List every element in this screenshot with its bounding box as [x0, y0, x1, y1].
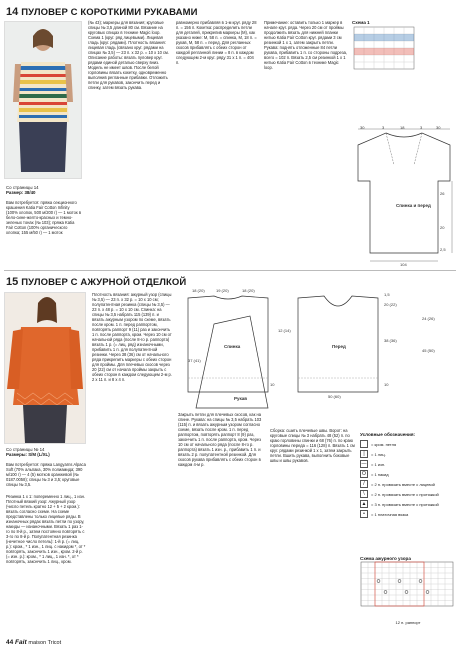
legend-item: [360, 480, 456, 488]
label-back-front: Спинка и перед: [396, 203, 431, 208]
section14-materials: Вам потребуется: пряжа секционного крашения Katia Fair Cotton Infinity (100% хлопок, 500 м/200 г) — 1 моток в бело-сине-желто-красных и темно-зеленых тонах (№ 103); пряжа Katia Fair Cotton (100% органического хлопка; 155 м/50 г) — 1 моток: [6, 200, 82, 235]
garment-outline-drawings: [178, 288, 456, 412]
s15-dim-12: 24 (26): [422, 316, 435, 321]
s15-dim-10: 10: [270, 382, 275, 387]
legend-title: Условные обозначения:: [360, 432, 416, 437]
s15-dim-7: 10: [384, 382, 389, 387]
section14-col2: равномерно прибавляя в 1-м круг. ряду 28 п. = 156 п. Кокетка: распределить петли для деталей, прикрепив маркеры (М), как указано ниже: М, 58 п. = спинка, М, 18 п. = рукав, М, 58 п. = перед. Для регланных скосов прибавлять с обеих сторон от каждой регланной линии = 8 п. в каждом следующем 2-м круг. ряду 31 x 1 п. = 404 п.: [176, 20, 257, 65]
lace-scheme-grid: [360, 561, 454, 615]
section14-col1: (№ 43); маркеры для вязания; круговые спицы № 3,5 длиной 80 см. Вязание на круговых спицах в технике Magic loop. Схема 1 (круг. ряд лицевыми). Лицевая гладь (круг. рядами). Плотность вязания: лицевая гладь (связано круг. рядами на спицах № 3,5) — 23 п. x 32 р. = 10 x 10 см. Описание работы: вязать пуловер круг. рядами единой деталью сверху вниз. Модель не имеет швов. После белой горловины вязать кокетку, одновременно выполнив регланные прибавки. Отложить петли для рукавов, закончить перед и спинку, затем вязать рукава.: [88, 20, 170, 90]
legend-symbol-icon: \: [360, 490, 368, 498]
legend-item: [360, 450, 456, 458]
section14-scheme-title: Схема 1: [352, 20, 370, 25]
dim-3: 18: [400, 125, 405, 130]
s15-dim-4: 20 (22): [384, 302, 397, 307]
section14-schematic: [352, 125, 456, 270]
model-striped-sweater-illustration: [5, 22, 81, 178]
dim-1: 30: [360, 125, 365, 130]
s15-dim-8: 50 (60): [328, 394, 341, 399]
section15-schematics: [178, 288, 456, 412]
legend-item: [360, 490, 456, 498]
section15-photo: [4, 292, 86, 444]
dim-6: 26: [440, 191, 445, 196]
section15-size: Размеры: S/M (L/XL): [6, 452, 50, 458]
page-number: 44: [6, 639, 14, 646]
legend-text: = 3 п. провязать вместе с протяжкой: [371, 501, 439, 507]
section15-col2: Плотность вязания: ажурный узор (спицы № 3,5) — 23 п. x 32 р. = 10 x 10 см; полупатентная резинка (спицы № 3,5) — 23 п. x 48 р. = 10 x 10 см. Спинка: на спицы № 3,5 набрать 115 (139) п. и вязать ажурным узором по схеме, вязать после кром. 1 п. перед раппортом, повторять раппорт 9 (11) раз и закончить 1 п. после раппорта, кром. Через 10 см от начальной ряда (после 8-го р. раппорта) вязать 1 р. (= лиц. ряд) изнаночными, прибавить 1 п. для полупатентной резинки. Через 38 (36) см от начального ряда прикрепить маркеры с обеих сторон для проймы. Для плечевых скосов через 20 (22) см от начала проймы закрыть с обеих сторон в каждом следующем 2-м р. 2 x 11 п. и 8 x 4 п.: [92, 292, 172, 382]
legend-text: = 2 п. провязать вместе с протяжкой: [371, 491, 439, 497]
s15-dim-6: 38 (36): [384, 338, 397, 343]
section15-legend: [360, 432, 456, 520]
section15-photo-caption: Со страницы № 14: [6, 447, 45, 452]
legend-symbol-icon: ▲: [361, 501, 367, 507]
section14-col3: Примечание: оставить только 1 маркер в начале круг. ряда. Через 20 см от проймы продолжить вязать для нижней планки нитью Katia Fair Cotton круг. рядами 3 см резинкой 1 x 1, затем закрыть петли. Рукава: поднять отложенные 84 петли рукава, прибавить 1 п. со стороны подреза, всего = 102 п. Вязать 2,5 см резинкой 1 x 1 нитью Katia Fair Cotton в технике Magic loop.: [264, 20, 348, 70]
section14-header: [6, 6, 198, 18]
section15-header: [6, 276, 186, 288]
dim-9: 2,5: [440, 247, 446, 252]
scheme-chart-grid: [352, 25, 454, 71]
section15-number: 15: [6, 276, 19, 288]
legend-item: [360, 470, 456, 478]
dim-7: 20: [440, 225, 445, 230]
legend-item: [360, 510, 456, 518]
section15-col1: Резинка 1 x 1: попеременно 1 лиц., 1 изн. Плотный вязкий узор: Ажурный узор (число петель кратно 12 + 5 + 2 кром.): вязать согласно схеме. На схеме представлены только лицевые ряды. В изнаночных рядах вязать петли по узору, накиды — изнаночными. Вязать 1 раз 1-го по 8-й р., затем постоянно повторять с 3-го по 8-й р. Полупатентная резинка (нечетное число петель): 1-й р. (= лиц. р.): кром., * 1 изн., 1 лиц. с накидом *, от * повторять, закончить 1 изн., кром. 2-й р. (= изн. р.): кром., * 1 лиц., 1 изн. *, от * повторять, закончить 1 лиц., кром.: [6, 494, 86, 564]
section15-col3: Закрыть петли для плечевых скосов, как на спине. Рукава: на спицы № 3,5 набрать 103 (115) п. и вязать ажурным узором согласно схеме, вязать после кром. 1 п. перед раппортом, повторять раппорт 8 (9) раз, закончить 1 п. после раппорта, кром. Через 10 см от начального ряда (после 8-го р. раппорта) вязать 1 изн. р., прибавить 1 п. и вязать 2 р. полупатентной резинкой. Для скосов рукава прибавлять с обеих сторон в каждом 4-м р.: [178, 412, 262, 467]
s15-dim-11: 12 (14): [278, 328, 291, 333]
legend-text: = 1 платочная вязка: [371, 511, 409, 517]
dim-5: 30: [436, 125, 441, 130]
section14-photo: [4, 21, 82, 179]
dim-2: 3: [382, 125, 385, 130]
legend-text: = 1 накид: [371, 471, 389, 477]
s15-dim-1: 18 (20): [192, 288, 205, 293]
page-footer: [6, 639, 61, 646]
s15-dim-3: 18 (20): [242, 288, 255, 293]
legend-text: = кром. петля: [371, 441, 397, 447]
legend-item: [360, 440, 456, 448]
legend-symbol-icon: O: [360, 470, 368, 478]
s15-dim-13: 45 (50): [422, 348, 435, 353]
label-front: Перед: [332, 344, 346, 349]
s15-dim-5: 1,5: [384, 292, 390, 297]
label-sleeve: Рукав: [234, 396, 248, 401]
lace-scheme-title: Схема ажурного узора: [360, 556, 411, 561]
s15-dim-9: 37 (41): [188, 358, 201, 363]
label-back: Спинка: [224, 344, 241, 349]
dim-8: 104: [400, 262, 407, 267]
section15-caption: [6, 447, 86, 458]
brand-logo: Fait: [15, 639, 27, 646]
section14-scheme: [352, 20, 454, 76]
section14-caption: [6, 185, 80, 196]
model-orange-sweater-illustration: [5, 293, 85, 443]
legend-symbol-icon: —: [361, 461, 367, 467]
lace-rapport-label: 12 п. раппорт: [395, 620, 421, 625]
section-divider: [4, 270, 456, 271]
section14-size: Размер: 38/40: [6, 190, 36, 196]
legend-symbol-icon: •: [360, 510, 368, 518]
section14-number: 14: [6, 6, 19, 18]
lace-scheme: [360, 556, 456, 625]
section14-photo-caption: Со страницы 14: [6, 185, 39, 190]
legend-symbol-icon: [360, 440, 368, 448]
legend-symbol-icon: |: [360, 450, 368, 458]
s15-dim-2: 19 (20): [216, 288, 229, 293]
legend-text: = 1 изн.: [371, 461, 386, 467]
dim-4: 3: [420, 125, 423, 130]
legend-item: [360, 460, 456, 468]
section15-materials: Вам потребуется: пряжа Langyarns Alpaca Soft (70% альпака, 30% полиамида; 390 м/100 г) — 4 (5) мотков оранжевой (№ 0187.0058); спицы № 3 и 3,5; круговые спицы № 3,5.: [6, 462, 86, 487]
legend-text: = 1 лиц.: [371, 451, 386, 457]
section14-title: ПУЛОВЕР С КОРОТКИМИ РУКАВАМИ: [21, 6, 198, 18]
legend-symbol-icon: /: [360, 480, 368, 488]
legend-text: = 2 п. провязать вместе с лицевой: [371, 481, 435, 487]
brand-suffix: maison Tricot: [28, 640, 62, 646]
section15-title: ПУЛОВЕР С АЖУРНОЙ ОТДЕЛКОЙ: [21, 276, 187, 288]
section15-col4: Сборка: сшить плечевые швы. Ворот: на круговые спицы № 3 набрать 48 (52) п. по краю горловины спинки и 68 (76) п. по краю горловины переда = 116 (128) п. Вязать 1 см круг. рядами резинкой 1 x 1, затем закрыть петли. Вшить рукава, выполнить боковые швы и швы рукавов.: [270, 428, 355, 463]
legend-item: [360, 500, 456, 508]
